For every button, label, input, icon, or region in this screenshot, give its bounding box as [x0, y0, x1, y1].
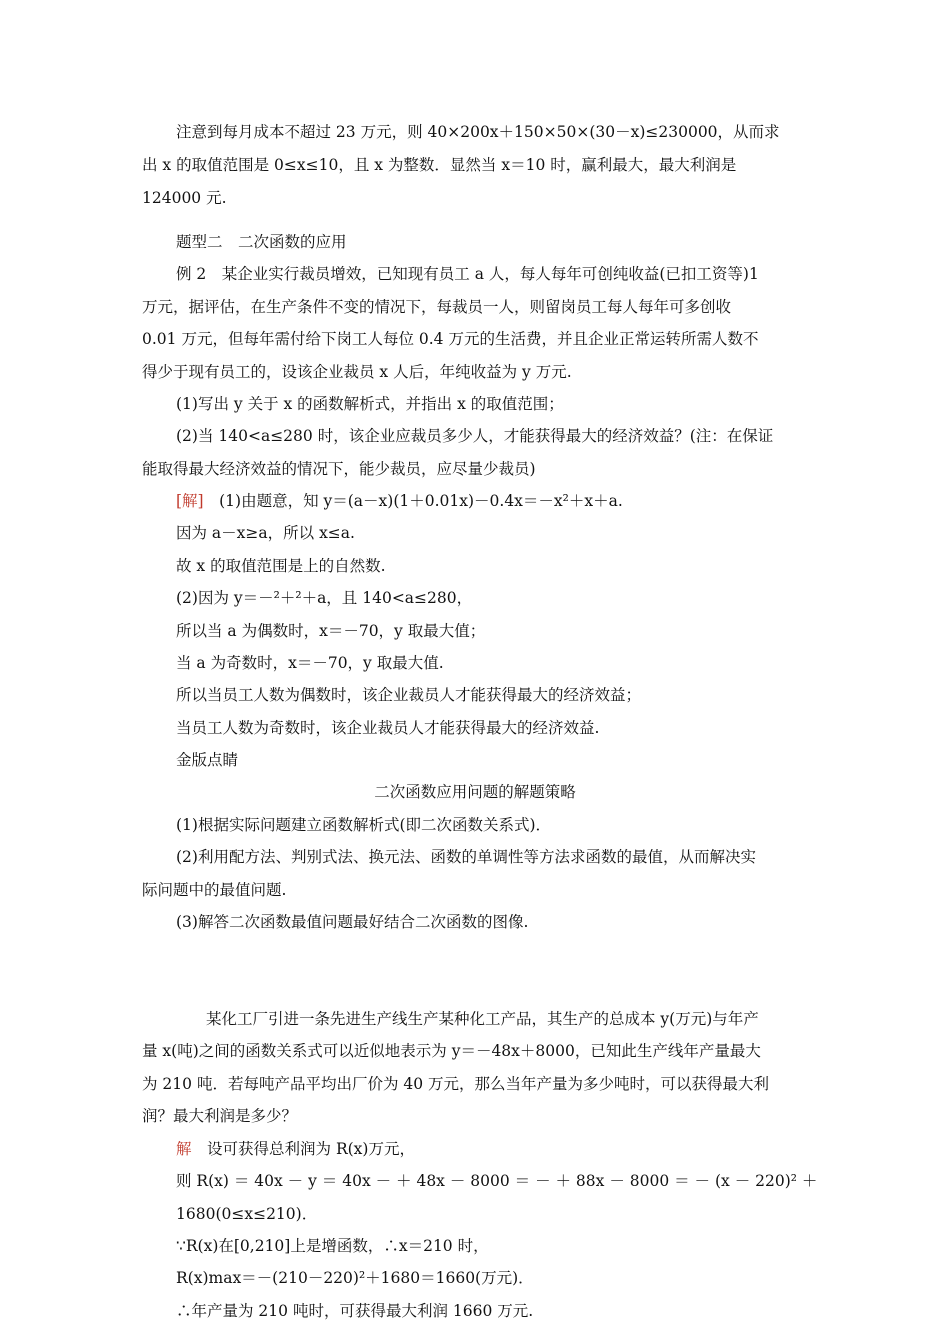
example-line: 得少于现有员工的，设该企业裁员 x 人后，年纯收益为 y 万元.	[142, 363, 572, 381]
solution-line: 故 x 的取值范围是上的自然数.	[176, 557, 386, 575]
solution-tag: [解]	[176, 492, 204, 510]
solution2-line: R(x)max＝－(210－220)²＋1680＝1660(万元)．	[176, 1269, 534, 1287]
paragraph-line: 出 x 的取值范围是 0≤x≤10，且 x 为整数．显然当 x＝10 时，赢利最大，最大利润是	[142, 156, 737, 174]
solution2-line: 则 R(x) ＝ 40x － y ＝ 40x － ＋ 48x － 8000 ＝ － ＋ 88x － 8000 ＝ － (x － 220)² ＋	[176, 1172, 818, 1190]
solution2-text: 设可获得总利润为 R(x)万元，	[191, 1140, 415, 1158]
solution-first-line	[176, 491, 623, 511]
problem-line: 某化工厂引进一条先进生产线生产某种化工产品，其生产的总成本 y(万元)与年产	[206, 1010, 759, 1028]
solution-line: 当员工人数为奇数时，该企业裁员人才能获得最大的经济效益.	[176, 719, 600, 737]
strategy-line: (3)解答二次函数最值问题最好结合二次函数的图像.	[176, 913, 529, 931]
solution2-tag: 解	[176, 1140, 192, 1158]
solution-line: 因为 a－x≥a，所以 x≤a.	[176, 524, 355, 542]
problem-line: 量 x(吨)之间的函数关系式可以近似地表示为 y＝－48x＋8000，已知此生产线年产量最大	[142, 1042, 761, 1060]
solution2-first-line	[176, 1139, 415, 1159]
question-1: (1)写出 y 关于 x 的函数解析式，并指出 x 的取值范围；	[176, 395, 564, 413]
paragraph-line: 注意到每月成本不超过 23 万元，则 40×200x＋150×50×(30－x)≤230000，从而求	[176, 123, 780, 141]
solution2-line: 1680(0≤x≤210)．	[176, 1205, 318, 1223]
strategy-line: (2)利用配方法、判别式法、换元法、函数的单调性等方法求函数的最值，从而解决实	[176, 848, 756, 866]
solution-line: 金版点睛	[176, 751, 239, 769]
strategy-line: (1)根据实际问题建立函数解析式(即二次函数关系式)．	[176, 816, 552, 834]
strategy-line: 际问题中的最值问题.	[142, 881, 287, 899]
question-2-line: (2)当 140<a≤280 时，该企业应裁员多少人，才能获得最大的经济效益？(注：在保证	[176, 427, 774, 445]
solution-line: 所以当 a 为偶数时，x＝－70，y 取最大值；	[176, 622, 486, 640]
solution-text: (1)由题意，知 y＝(a－x)(1＋0.01x)－0.4x＝－x²＋x＋a.	[203, 492, 623, 510]
example-line: 0.01 万元，但每年需付给下岗工人每位 0.4 万元的生活费，并且企业正常运转所需人数不	[142, 330, 759, 348]
example-line: 万元，据评估，在生产条件不变的情况下，每裁员一人，则留岗员工每人每年可多创收	[142, 298, 732, 316]
solution-line: 所以当员工人数为偶数时，该企业裁员人才能获得最大的经济效益；	[176, 686, 642, 704]
problem-line: 润？最大利润是多少？	[142, 1107, 298, 1125]
solution2-line: ∵R(x)在[0,210]上是增函数，∴x＝210 时，	[176, 1237, 489, 1255]
solution-line: 当 a 为奇数时，x＝－70，y 取最大值.	[176, 654, 444, 672]
question-2-line: 能取得最大经济效益的情况下，能少裁员，应尽量少裁员)	[142, 460, 536, 478]
strategy-title: 二次函数应用问题的解题策略	[374, 783, 576, 801]
problem-line: 为 210 吨．若每吨产品平均出厂价为 40 万元，那么当年产量为多少吨时，可以获得最大利	[142, 1075, 770, 1093]
solution-line: (2)因为 y＝－²＋²＋a，且 140<a≤280，	[176, 589, 473, 607]
solution2-line: ∴年产量为 210 吨时，可获得最大利润 1660 万元.	[176, 1302, 534, 1320]
section-title: 题型二 二次函数的应用	[176, 233, 347, 251]
example-line: 例 2 某企业实行裁员增效，已知现有员工 a 人，每人每年可创纯收益(已扣工资等)1	[176, 265, 759, 283]
paragraph-line: 124000 元.	[142, 189, 227, 207]
